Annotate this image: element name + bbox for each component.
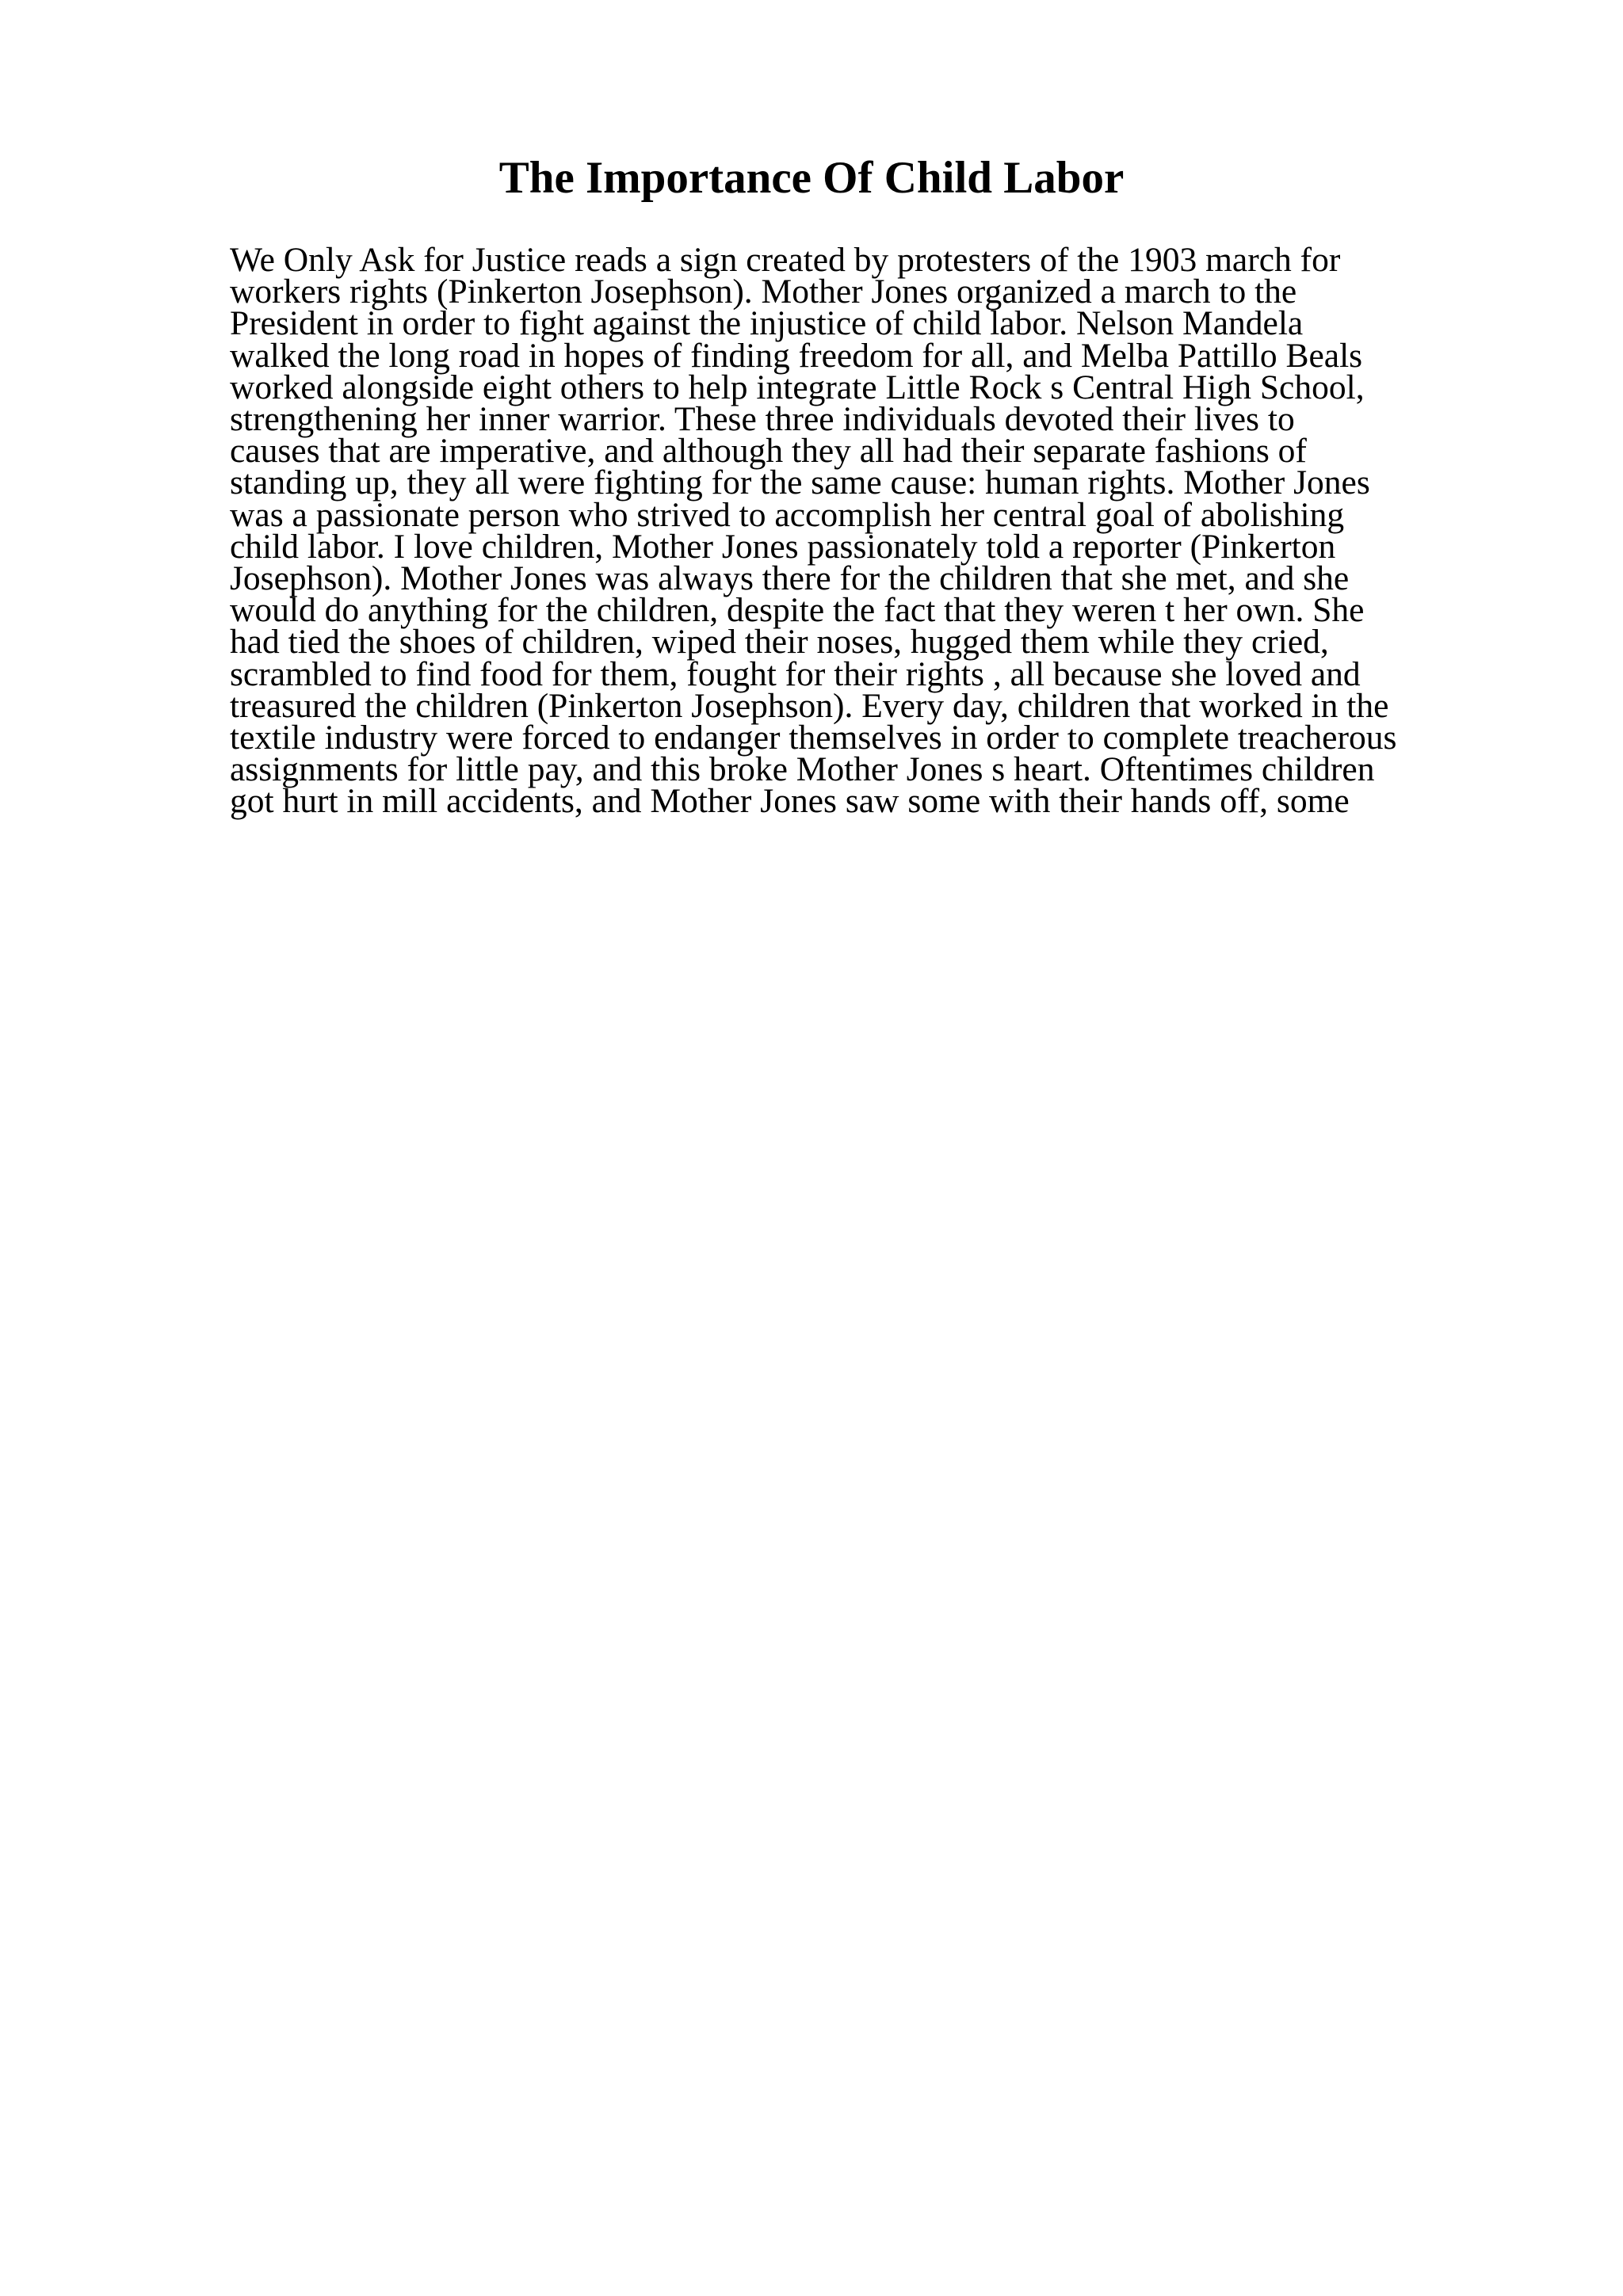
body-line: worked alongside eight others to help integrate Little Rock s Central High School, (230, 368, 1365, 406)
body-line: We Only Ask for Justice reads a sign created by protesters of the 1903 march for (230, 241, 1341, 279)
body-line: textile industry were forced to endanger themselves in order to complete treacherous (230, 719, 1397, 757)
document-body (230, 241, 1529, 821)
body-line: Josephson). Mother Jones was always there for the children that she met, and she (230, 559, 1350, 598)
body-line: scrambled to find food for them, fought for their rights , all because she loved and (230, 654, 1361, 693)
body-line: assignments for little pay, and this broke Mother Jones s heart. Oftentimes children (230, 750, 1375, 789)
body-line: walked the long road in hopes of finding freedom for all, and Melba Pattillo Beals (230, 336, 1363, 375)
body-line: got hurt in mill accidents, and Mother Jones saw some with their hands off, some (230, 782, 1350, 821)
body-line: was a passionate person who strived to accomplish her central goal of abolishing (230, 495, 1345, 534)
body-line: President in order to fight against the injustice of child labor. Nelson Mandela (230, 304, 1304, 343)
body-line: child labor. I love children, Mother Jones passionately told a reporter (Pinkerton (230, 527, 1336, 566)
document-title: The Importance Of Child Labor (498, 153, 1125, 203)
body-line: had tied the shoes of children, wiped their noses, hugged them while they cried, (230, 623, 1329, 662)
body-line: treasured the children (Pinkerton Josephson). Every day, children that worked in the (230, 686, 1389, 725)
body-line: causes that are imperative, and although they all had their separate fashions of (230, 432, 1307, 471)
body-line: workers rights (Pinkerton Josephson). Mother Jones organized a march to the (230, 273, 1297, 311)
body-line: standing up, they all were fighting for the same cause: human rights. Mother Jones (230, 463, 1370, 502)
body-line: would do anything for the children, despite the fact that they weren t her own. She (230, 591, 1365, 630)
body-line: strengthening her inner warrior. These three individuals devoted their lives to (230, 400, 1295, 439)
